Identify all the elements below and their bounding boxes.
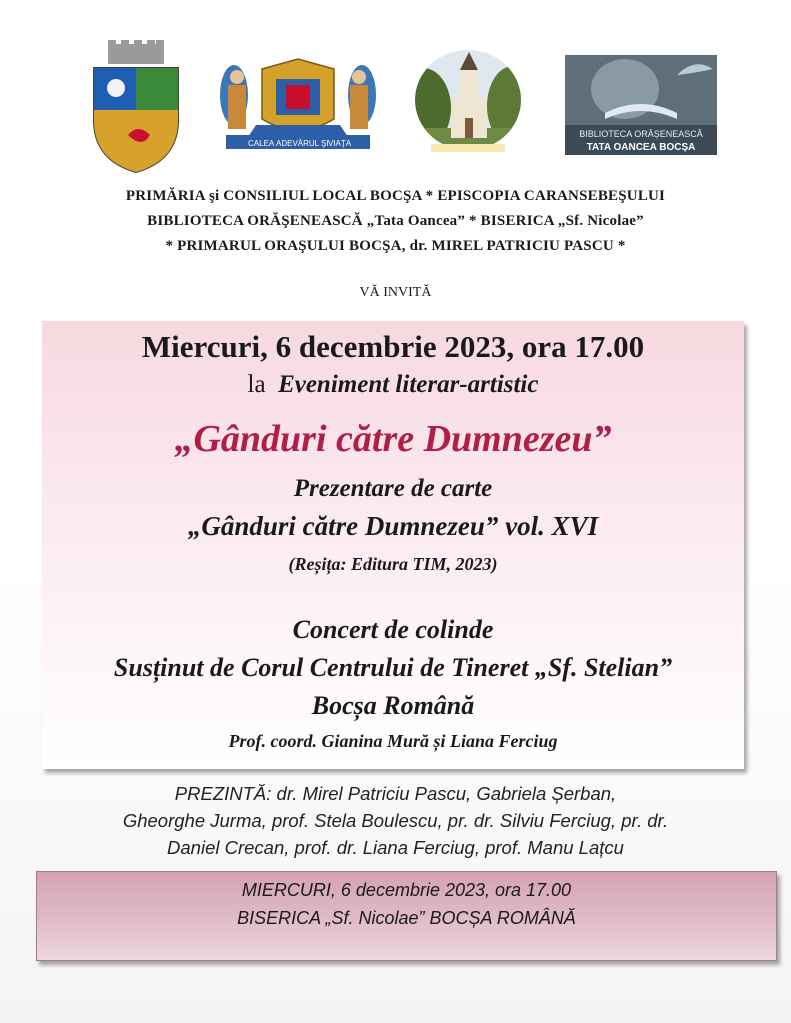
library-logo-icon <box>565 55 717 155</box>
event-date: Miercuri, 6 decembrie 2023, ora 17.00 <box>141 329 645 364</box>
concert-title: Concert de colinde <box>292 615 494 644</box>
event-la: la <box>247 371 266 398</box>
footer-location: BISERICA „Sf. Nicolae” BOCȘA ROMÂNĂ <box>237 908 576 928</box>
organizers <box>0 184 791 259</box>
coordinators: Prof. coord. Gianina Mură și Liana Ferciug <box>228 731 558 751</box>
church-photo-icon <box>413 48 523 156</box>
banner-word-viata: VIAŢA <box>328 139 352 148</box>
episcopia-emblem-icon <box>216 55 380 151</box>
organizer-line: * PRIMARUL ORAŞULUI BOCŞA, dr. MIREL PATRICIU PASCU * <box>165 238 626 254</box>
presenters <box>0 780 791 861</box>
library-line-1: BIBLIOTECA ORĂȘENEASCĂ <box>579 129 703 139</box>
book-title: „Gânduri către Dumnezeu” vol. XVI <box>187 511 599 541</box>
event-box <box>42 321 744 769</box>
book-publisher: (Reșița: Editura TIM, 2023) <box>288 554 498 574</box>
footer-box <box>36 871 777 961</box>
presenters-line: PREZINTĂ: dr. Mirel Patriciu Pascu, Gabriela Șerban, <box>174 783 617 804</box>
choir-place: Bocșa Română <box>311 691 475 720</box>
presenters-line: Gheorghe Jurma, prof. Stela Boulescu, pr. dr. Silviu Ferciug, pr. dr. <box>122 810 669 831</box>
choir-name: Susținut de Corul Centrului de Tineret „Sf. Stelian” <box>113 653 673 682</box>
organizer-line: PRIMĂRIA şi CONSILIUL LOCAL BOCŞA * EPISCOPIA CARANSEBEŞULUI <box>125 188 666 204</box>
book-presentation: Prezentare de carte <box>293 475 493 502</box>
banner-word-calea: CALEA <box>248 139 275 148</box>
invites-text: VĂ INVITĂ <box>359 285 432 300</box>
banner-word-adevarul: ADEVĂRUL ŞI <box>276 139 329 148</box>
library-line-2: TATA OANCEA BOCȘA <box>586 142 696 153</box>
presenters-line: Daniel Crecan, prof. dr. Liana Ferciug, prof. Manu Lațcu <box>167 837 624 858</box>
coat-of-arms-icon <box>86 40 186 174</box>
footer-date: MIERCURI, 6 decembrie 2023, ora 17.00 <box>241 880 572 900</box>
event-type-line <box>42 371 744 399</box>
organizer-line: BIBLIOTECA ORĂŞENEASCĂ „Tata Oancea” * BISERICA „Sf. Nicolae” <box>147 213 644 229</box>
event-type: Eveniment literar-artistic <box>278 371 539 398</box>
event-title: „Gânduri către Dumnezeu” <box>174 418 612 460</box>
